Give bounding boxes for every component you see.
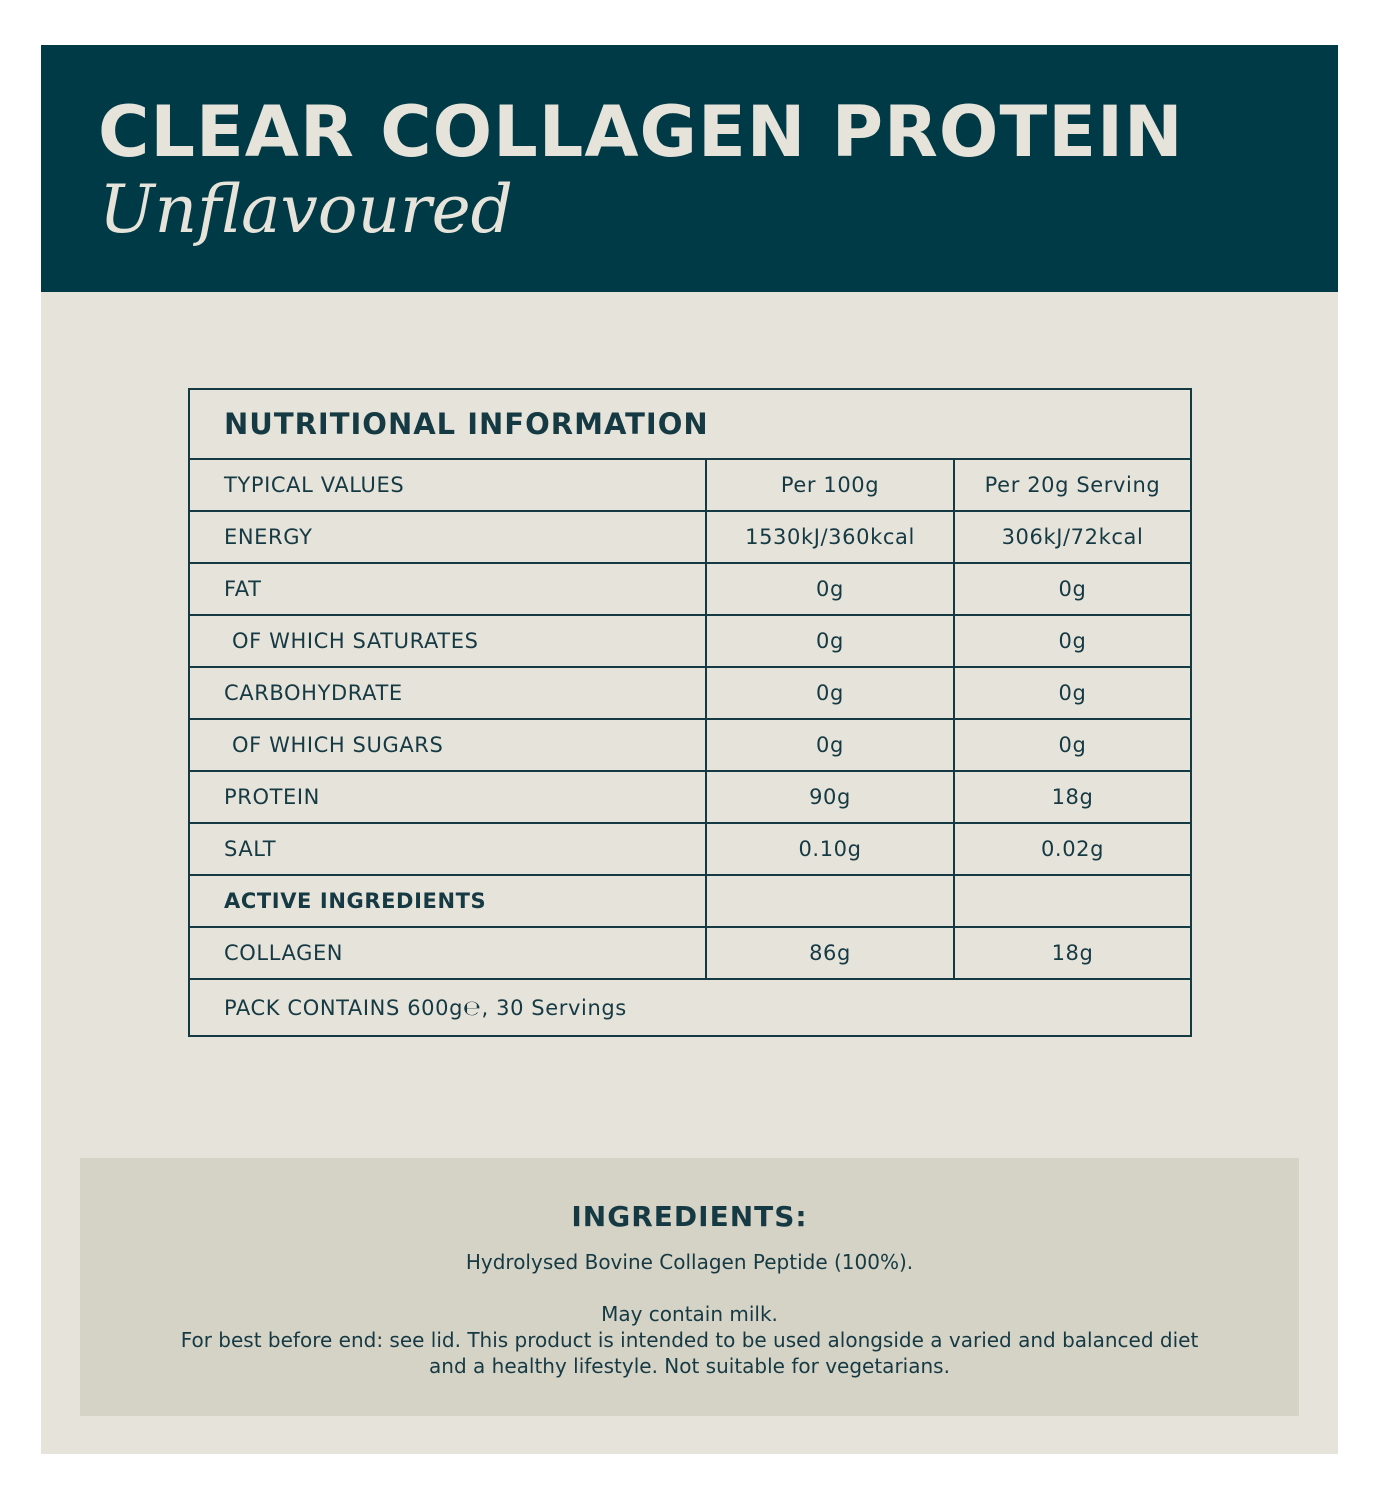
nutrition-title-row: [189, 389, 1191, 459]
per-100g-value: 0g: [706, 563, 954, 615]
storage-note: For best before end: see lid. This product is intended to be used alongside a varied and balanced diet: [180, 1328, 1199, 1352]
per-100g-value: 0g: [706, 719, 954, 771]
nutrient-label: OF WHICH SUGARS: [189, 719, 706, 771]
nutrient-label: COLLAGEN: [189, 927, 706, 979]
table-row-salt: [189, 823, 1191, 875]
per-serving-value: 0g: [954, 719, 1191, 771]
table-row-energy: [189, 511, 1191, 563]
per-100g-value: 86g: [706, 927, 954, 979]
ingredients-list: Hydrolysed Bovine Collagen Peptide (100%).: [465, 1250, 914, 1274]
per-100g-value: 0.10g: [706, 823, 954, 875]
column-header-typical-values: TYPICAL VALUES: [189, 459, 706, 511]
per-serving-value: 0g: [954, 667, 1191, 719]
nutrition-table: [188, 388, 1192, 1037]
per-serving-value: 18g: [954, 771, 1191, 823]
nutrient-label: OF WHICH SATURATES: [189, 615, 706, 667]
dietary-note: and a healthy lifestyle. Not suitable for vegetarians.: [429, 1354, 950, 1378]
per-serving-value: 0g: [954, 615, 1191, 667]
active-ingredients-heading: ACTIVE INGREDIENTS: [189, 875, 706, 927]
allergen-note: May contain milk.: [601, 1302, 778, 1326]
nutrient-label: FAT: [189, 563, 706, 615]
table-row-pack-contains: [189, 979, 1191, 1036]
column-header-per-serving: Per 20g Serving: [954, 459, 1191, 511]
product-title: CLEAR COLLAGEN PROTEIN: [98, 91, 1184, 173]
table-row-fat: [189, 563, 1191, 615]
per-serving-value: 18g: [954, 927, 1191, 979]
per-100g-value: 1530kJ/360kcal: [706, 511, 954, 563]
ingredients-notes: [80, 1301, 1299, 1379]
nutrient-label: PROTEIN: [189, 771, 706, 823]
nutrient-label: ENERGY: [189, 511, 706, 563]
per-100g-value: 0g: [706, 615, 954, 667]
label-header: [41, 45, 1338, 292]
table-row-protein: [189, 771, 1191, 823]
nutrient-label: CARBOHYDRATE: [189, 667, 706, 719]
table-row-saturates: [189, 615, 1191, 667]
nutrient-label: SALT: [189, 823, 706, 875]
per-serving-value: 0.02g: [954, 823, 1191, 875]
product-label: [41, 45, 1338, 1454]
empty-cell: [954, 875, 1191, 927]
per-serving-value: 0g: [954, 563, 1191, 615]
per-100g-value: 0g: [706, 667, 954, 719]
per-serving-value: 306kJ/72kcal: [954, 511, 1191, 563]
table-row-sugars: [189, 719, 1191, 771]
table-row-active-heading: [189, 875, 1191, 927]
table-row-carbohydrate: [189, 667, 1191, 719]
pack-contains: PACK CONTAINS 600g℮, 30 Servings: [189, 979, 1191, 1036]
nutrition-title: NUTRITIONAL INFORMATION: [189, 389, 1191, 459]
column-header-per-100g: Per 100g: [706, 459, 954, 511]
ingredients-heading: INGREDIENTS:: [571, 1200, 808, 1233]
product-flavour: Unflavoured: [99, 171, 513, 248]
per-100g-value: 90g: [706, 771, 954, 823]
empty-cell: [706, 875, 954, 927]
ingredients-panel: [80, 1158, 1299, 1416]
table-row-collagen: [189, 927, 1191, 979]
column-header-row: [189, 459, 1191, 511]
